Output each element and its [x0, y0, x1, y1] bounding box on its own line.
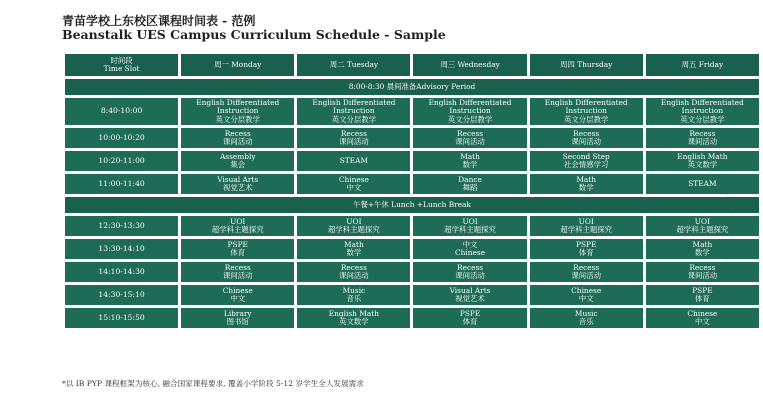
class-label: Visual Arts: [217, 174, 259, 184]
class-label: Recess: [457, 262, 484, 272]
page-title-chinese: 青苗学校上东校区课程时间表 - 范例: [62, 14, 256, 28]
class-label: 体育: [694, 294, 710, 303]
class-cell: [413, 262, 526, 282]
class-cell: [530, 308, 643, 328]
class-label: 课间活动: [571, 137, 601, 146]
class-label: 课间活动: [687, 271, 718, 280]
class-label: Recess: [340, 262, 367, 272]
class-cell: [413, 216, 526, 236]
banner-row: [65, 79, 759, 95]
class-cell: [530, 285, 643, 305]
class-label: 课间活动: [222, 271, 253, 280]
class-label: Chinese: [687, 308, 718, 318]
class-label: 英文分层教学: [680, 114, 725, 124]
class-label: English Differentiated: [428, 98, 512, 108]
class-label: Chinese: [338, 174, 369, 184]
class-label: Chinese: [222, 285, 253, 295]
time-slot-cell: 10:00-10:20: [65, 128, 178, 148]
table-row: [65, 98, 759, 125]
class-cell: [413, 151, 526, 171]
class-cell: [646, 128, 759, 148]
class-cell: [646, 285, 759, 305]
banner-cell: 8:00-8:30 晨间准备Advisory Period: [65, 79, 759, 95]
class-cell: [297, 151, 410, 171]
class-label: UOI: [578, 216, 594, 226]
class-cell: [530, 262, 643, 282]
class-label: 中文: [462, 239, 478, 249]
class-cell: [530, 216, 643, 236]
class-label: 视觉艺术: [455, 294, 485, 303]
class-label: 超学科主题探究: [676, 225, 729, 234]
class-cell: [646, 174, 759, 194]
time-slot-cell: 14:10-14:30: [65, 262, 178, 282]
table-row: [65, 262, 759, 282]
column-header-label: Time Slot: [103, 64, 140, 73]
class-label: English Differentiated: [312, 98, 396, 108]
time-slot-cell: 11:00-11:40: [65, 174, 178, 194]
class-label: Music: [574, 308, 598, 318]
class-cell: [297, 174, 410, 194]
class-label: 数学: [694, 248, 710, 257]
table-row: [65, 174, 759, 194]
class-label: 英文数学: [339, 317, 369, 326]
class-cell: [413, 174, 526, 194]
class-label: Recess: [689, 128, 716, 138]
class-label: Chinese: [571, 285, 602, 295]
class-label: 体育: [230, 248, 246, 257]
class-cell: [297, 216, 410, 236]
class-label: STEAM: [688, 178, 717, 188]
class-label: Assembly: [219, 151, 256, 161]
class-label: Instruction: [565, 106, 607, 116]
time-slot-cell: 8:40-10:00: [65, 98, 178, 125]
column-header-day: [297, 54, 410, 76]
class-label: 英文分层教学: [331, 114, 377, 124]
class-label: 课间活动: [339, 137, 369, 146]
class-cell: [181, 128, 294, 148]
class-label: 超学科主题探究: [328, 225, 380, 234]
schedule-table: [62, 51, 762, 331]
class-label: 英文分层教学: [215, 114, 260, 124]
class-label: 英文分层教学: [447, 114, 493, 124]
column-header-label: 周一 Monday: [214, 59, 262, 69]
table-row: [65, 128, 759, 148]
class-label: English Math: [677, 151, 728, 161]
class-cell: [646, 262, 759, 282]
class-label: Instruction: [681, 106, 724, 116]
class-cell: [646, 308, 759, 328]
class-label: Instruction: [449, 106, 491, 116]
class-label: Math: [460, 151, 480, 161]
class-label: 英文分层教学: [564, 114, 609, 124]
class-label: Music: [342, 285, 366, 295]
class-label: 视觉艺术: [222, 183, 253, 192]
class-label: Recess: [224, 262, 251, 272]
class-label: 数学: [462, 160, 478, 169]
class-label: STEAM: [339, 155, 369, 165]
table-row: [65, 308, 759, 328]
column-header-day: [181, 54, 294, 76]
class-label: 课间活动: [571, 271, 601, 280]
class-label: UOI: [462, 216, 478, 226]
class-cell: [181, 262, 294, 282]
class-label: 英文数学: [687, 160, 718, 169]
class-label: 课间活动: [222, 137, 253, 146]
class-label: 中文: [694, 317, 710, 326]
class-label: 课间活动: [455, 271, 485, 280]
class-cell: [413, 285, 526, 305]
class-label: Instruction: [333, 106, 375, 116]
class-label: Recess: [689, 262, 716, 272]
class-label: 舞蹈: [462, 183, 478, 192]
class-cell: [297, 98, 410, 125]
class-label: Dance: [458, 174, 482, 184]
class-label: 社会情感学习: [564, 160, 609, 169]
class-cell: [181, 216, 294, 236]
class-label: Second Step: [562, 151, 610, 161]
class-label: Recess: [224, 128, 251, 138]
class-cell: [181, 308, 294, 328]
class-label: English Differentiated: [544, 98, 628, 108]
class-cell: [181, 174, 294, 194]
class-label: English Differentiated: [660, 98, 744, 108]
class-label: UOI: [694, 216, 710, 226]
banner-row: [65, 197, 759, 213]
time-slot-cell: 14:30-15:10: [65, 285, 178, 305]
class-cell: [297, 128, 410, 148]
class-label: 课间活动: [339, 271, 369, 280]
class-label: PSPE: [576, 239, 597, 249]
class-label: UOI: [230, 216, 246, 226]
class-cell: [181, 151, 294, 171]
table-row: [65, 216, 759, 236]
class-label: 超学科主题探究: [211, 225, 264, 234]
class-label: Math: [576, 174, 597, 184]
column-header-label: 周二 Tuesday: [329, 59, 379, 69]
class-cell: [297, 308, 410, 328]
header-row: [65, 54, 759, 76]
class-cell: [181, 285, 294, 305]
class-cell: [413, 308, 526, 328]
time-slot-cell: 15:10-15:50: [65, 308, 178, 328]
class-cell: [297, 262, 410, 282]
class-label: UOI: [346, 216, 362, 226]
class-label: 超学科主题探究: [444, 225, 496, 234]
class-label: Library: [223, 308, 252, 318]
class-label: 数学: [346, 248, 362, 257]
class-label: Recess: [573, 128, 600, 138]
class-cell: [181, 239, 294, 259]
class-cell: [530, 151, 643, 171]
column-header-label: 周四 Thursday: [560, 59, 613, 69]
column-header-day: [413, 54, 526, 76]
class-cell: [646, 98, 759, 125]
class-label: 课间活动: [687, 137, 718, 146]
column-header-day: [646, 54, 759, 76]
class-label: English Math: [328, 308, 379, 318]
class-label: 中文: [230, 294, 246, 303]
time-slot-cell: 12:30-13:30: [65, 216, 178, 236]
class-label: 课间活动: [455, 137, 485, 146]
class-label: Math: [344, 239, 364, 249]
class-cell: [297, 285, 410, 305]
class-label: Math: [692, 239, 713, 249]
class-label: 数学: [578, 183, 594, 192]
class-label: Visual Arts: [449, 285, 491, 295]
class-cell: [413, 98, 526, 125]
class-cell: [530, 174, 643, 194]
class-label: 音乐: [578, 317, 594, 326]
class-label: PSPE: [227, 239, 248, 249]
column-header-label: 时间段: [110, 55, 133, 65]
class-cell: [530, 98, 643, 125]
time-slot-cell: 10:20-11:00: [65, 151, 178, 171]
class-cell: [413, 128, 526, 148]
class-cell: [297, 239, 410, 259]
footnote: *以 IB PYP 课程框架为核心, 融合国家课程要求, 覆盖小学阶段 5-12 岁学生全人发展需求: [62, 379, 364, 388]
page-title-english: Beanstalk UES Campus Curriculum Schedule - Sample: [62, 27, 446, 42]
class-label: Recess: [340, 128, 367, 138]
class-cell: [646, 151, 759, 171]
class-cell: [646, 239, 759, 259]
class-label: Recess: [457, 128, 484, 138]
class-cell: [530, 128, 643, 148]
class-cell: [530, 239, 643, 259]
class-label: English Differentiated: [196, 98, 280, 108]
class-label: 中文: [346, 183, 362, 192]
class-cell: [413, 239, 526, 259]
banner-cell: 午餐+午休 Lunch +Lunch Break: [65, 197, 759, 213]
class-label: Chinese: [455, 248, 486, 257]
time-slot-cell: 13:30-14:10: [65, 239, 178, 259]
class-label: PSPE: [692, 285, 713, 295]
class-cell: [646, 216, 759, 236]
class-label: 中文: [578, 294, 594, 303]
class-label: 图书馆: [226, 317, 249, 326]
table-row: [65, 285, 759, 305]
table-row: [65, 151, 759, 171]
class-label: 超学科主题探究: [560, 225, 613, 234]
class-cell: [181, 98, 294, 125]
class-label: PSPE: [459, 308, 481, 318]
column-header-day: [530, 54, 643, 76]
column-header-label: 周五 Friday: [681, 59, 724, 69]
class-label: Instruction: [217, 106, 259, 116]
class-label: 集会: [230, 160, 246, 169]
class-label: 体育: [462, 317, 478, 326]
class-label: 体育: [578, 248, 594, 257]
column-header-time-slot: [65, 54, 178, 76]
class-label: 音乐: [346, 294, 362, 303]
schedule-body: [65, 79, 759, 328]
column-header-label: 周三 Wednesday: [440, 59, 500, 69]
class-label: Recess: [573, 262, 600, 272]
table-row: [65, 239, 759, 259]
